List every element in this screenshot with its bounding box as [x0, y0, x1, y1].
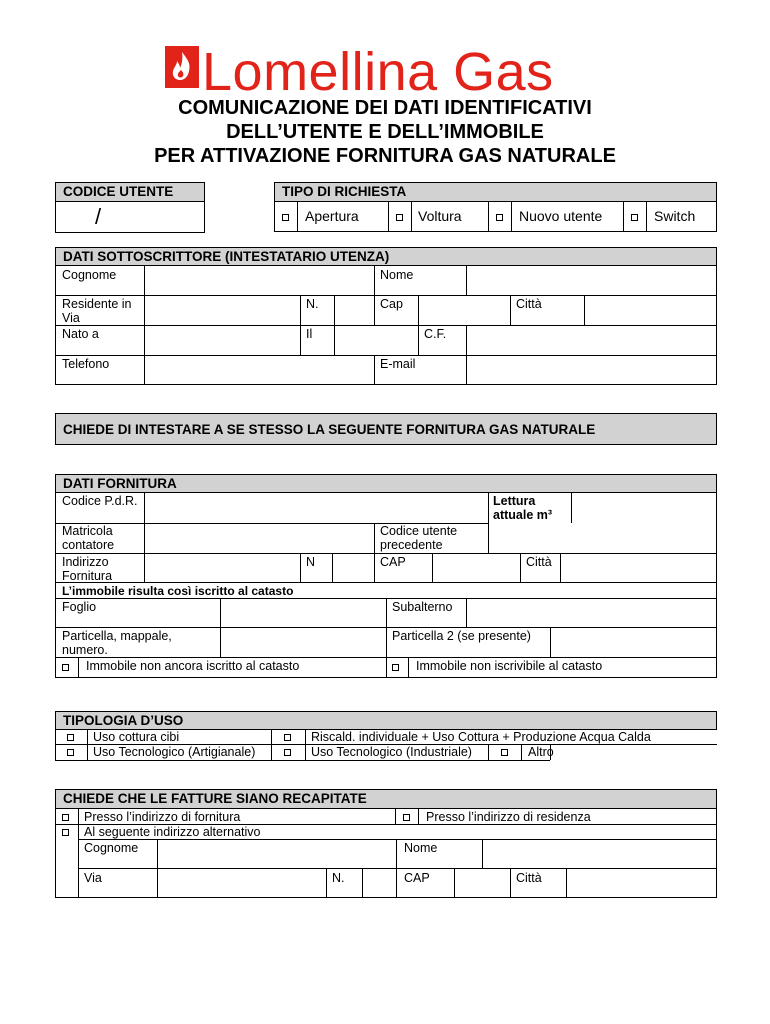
- label-particella-2: Particella 2 (se presente): [392, 629, 531, 643]
- label-nato: Nato a: [62, 327, 99, 341]
- lettura-input[interactable]: [572, 493, 716, 523]
- label-nome: Nome: [380, 268, 414, 282]
- label-tecnologico-ind: Uso Tecnologico (Industriale): [311, 745, 472, 759]
- label-altro: Altro: [528, 745, 554, 759]
- label-n: N: [306, 555, 316, 569]
- label-tecnologico-art: Uso Tecnologico (Artigianale): [93, 745, 256, 759]
- label-lettura-2: attuale m³: [493, 508, 553, 522]
- label-fatture-via: Via: [84, 871, 102, 885]
- label-fatture-cognome: Cognome: [84, 841, 139, 855]
- label-lettura-1: Lettura: [493, 494, 536, 508]
- label-fatture-citta: Città: [516, 871, 542, 885]
- checkbox-tecnologico-ind[interactable]: [284, 749, 291, 756]
- label-codice-pdr: Codice P.d.R.: [62, 494, 138, 508]
- cognome-input[interactable]: [145, 266, 374, 295]
- title-line-2: DELL’UTENTE E DELL’IMMOBILE: [226, 121, 544, 143]
- title-line-1: COMUNICAZIONE DEI DATI IDENTIFICATIVI: [178, 97, 592, 119]
- label-presso-residenza: Presso l’indirizzo di residenza: [426, 810, 591, 824]
- label-indirizzo: Indirizzo Fornitura: [62, 555, 113, 583]
- sottoscrittore-header: DATI SOTTOSCRITTORE (INTESTATARIO UTENZA): [55, 247, 717, 266]
- checkbox-presso-fornitura[interactable]: [62, 814, 69, 821]
- label-subalterno: Subalterno: [392, 600, 453, 614]
- checkbox-apertura[interactable]: [282, 214, 289, 221]
- flame-icon: [165, 46, 199, 88]
- codice-utente-header: CODICE UTENTE: [55, 182, 205, 202]
- label-cf: C.F.: [424, 327, 447, 341]
- label-matricola: Matricola contatore: [62, 524, 115, 552]
- fornitura-header: DATI FORNITURA: [55, 474, 717, 493]
- label-fatture-n: N.: [332, 871, 345, 885]
- matricola-input[interactable]: [145, 524, 374, 553]
- codice-utente-separator: /: [95, 204, 102, 229]
- label-riscald: Riscald. individuale + Uso Cottura + Produzione Acqua Calda: [311, 730, 651, 744]
- label-citta: Città: [516, 297, 542, 311]
- label-numero: N.: [306, 297, 319, 311]
- chiede-intestare-banner: CHIEDE DI INTESTARE A SE STESSO LA SEGUENTE FORNITURA GAS NATURALE: [55, 413, 717, 445]
- fatture-nome-input[interactable]: [483, 840, 716, 868]
- fatture-header: CHIEDE CHE LE FATTURE SIANO RECAPITATE: [55, 789, 717, 809]
- checkbox-alternativo[interactable]: [62, 829, 69, 836]
- checkbox-voltura[interactable]: [396, 214, 403, 221]
- label-presso-fornitura: Presso l’indirizzo di fornitura: [84, 810, 241, 824]
- residente-input[interactable]: [145, 296, 300, 325]
- brand-name: Lomellina Gas: [202, 42, 554, 102]
- label-cottura: Uso cottura cibi: [93, 730, 180, 744]
- label-alternativo: Al seguente indirizzo alternativo: [84, 825, 261, 839]
- tipo-richiesta-header: TIPO DI RICHIESTA: [274, 182, 717, 202]
- title-line-3: PER ATTIVAZIONE FORNITURA GAS NATURALE: [154, 145, 616, 167]
- checkbox-tecnologico-art[interactable]: [67, 749, 74, 756]
- label-non-iscrivibile: Immobile non iscrivibile al catasto: [416, 659, 603, 673]
- fatture-via-input[interactable]: [158, 869, 326, 897]
- checkbox-nuovo-utente[interactable]: [496, 214, 503, 221]
- option-nuovo-utente: Nuovo utente: [519, 208, 603, 224]
- label-particella: Particella, mappale, numero.: [62, 629, 172, 657]
- checkbox-presso-residenza[interactable]: [403, 814, 410, 821]
- label-il: Il: [306, 327, 313, 341]
- label-cognome: Cognome: [62, 268, 117, 282]
- nome-input[interactable]: [467, 266, 716, 295]
- label-non-iscritto: Immobile non ancora iscritto al catasto: [86, 659, 300, 673]
- checkbox-riscald[interactable]: [284, 734, 291, 741]
- codice-utente-field[interactable]: [55, 201, 205, 233]
- option-switch: Switch: [654, 208, 696, 224]
- label-email: E-mail: [380, 357, 416, 371]
- option-voltura: Voltura: [418, 208, 462, 224]
- option-apertura: Apertura: [305, 208, 359, 224]
- label-fatture-cap: CAP: [404, 871, 430, 885]
- label-codice-precedente: Codice utente precedente: [380, 524, 458, 552]
- checkbox-switch[interactable]: [631, 214, 638, 221]
- label-cap: Cap: [380, 297, 403, 311]
- checkbox-altro[interactable]: [501, 749, 508, 756]
- fatture-cognome-input[interactable]: [158, 840, 396, 868]
- label-citta-fornitura: Città: [526, 555, 552, 569]
- codice-pdr-input[interactable]: [145, 493, 488, 523]
- checkbox-non-iscritto[interactable]: [62, 664, 69, 671]
- label-residente: Residente in Via: [62, 297, 132, 325]
- catasto-note: L’immobile risulta così iscritto al catasto: [62, 584, 294, 598]
- tipologia-header: TIPOLOGIA D’USO: [55, 711, 717, 730]
- label-cap-fornitura: CAP: [380, 555, 406, 569]
- checkbox-non-iscrivibile[interactable]: [392, 664, 399, 671]
- label-foglio: Foglio: [62, 600, 97, 614]
- label-fatture-nome: Nome: [404, 841, 438, 855]
- checkbox-cottura[interactable]: [67, 734, 74, 741]
- label-telefono: Telefono: [62, 357, 110, 371]
